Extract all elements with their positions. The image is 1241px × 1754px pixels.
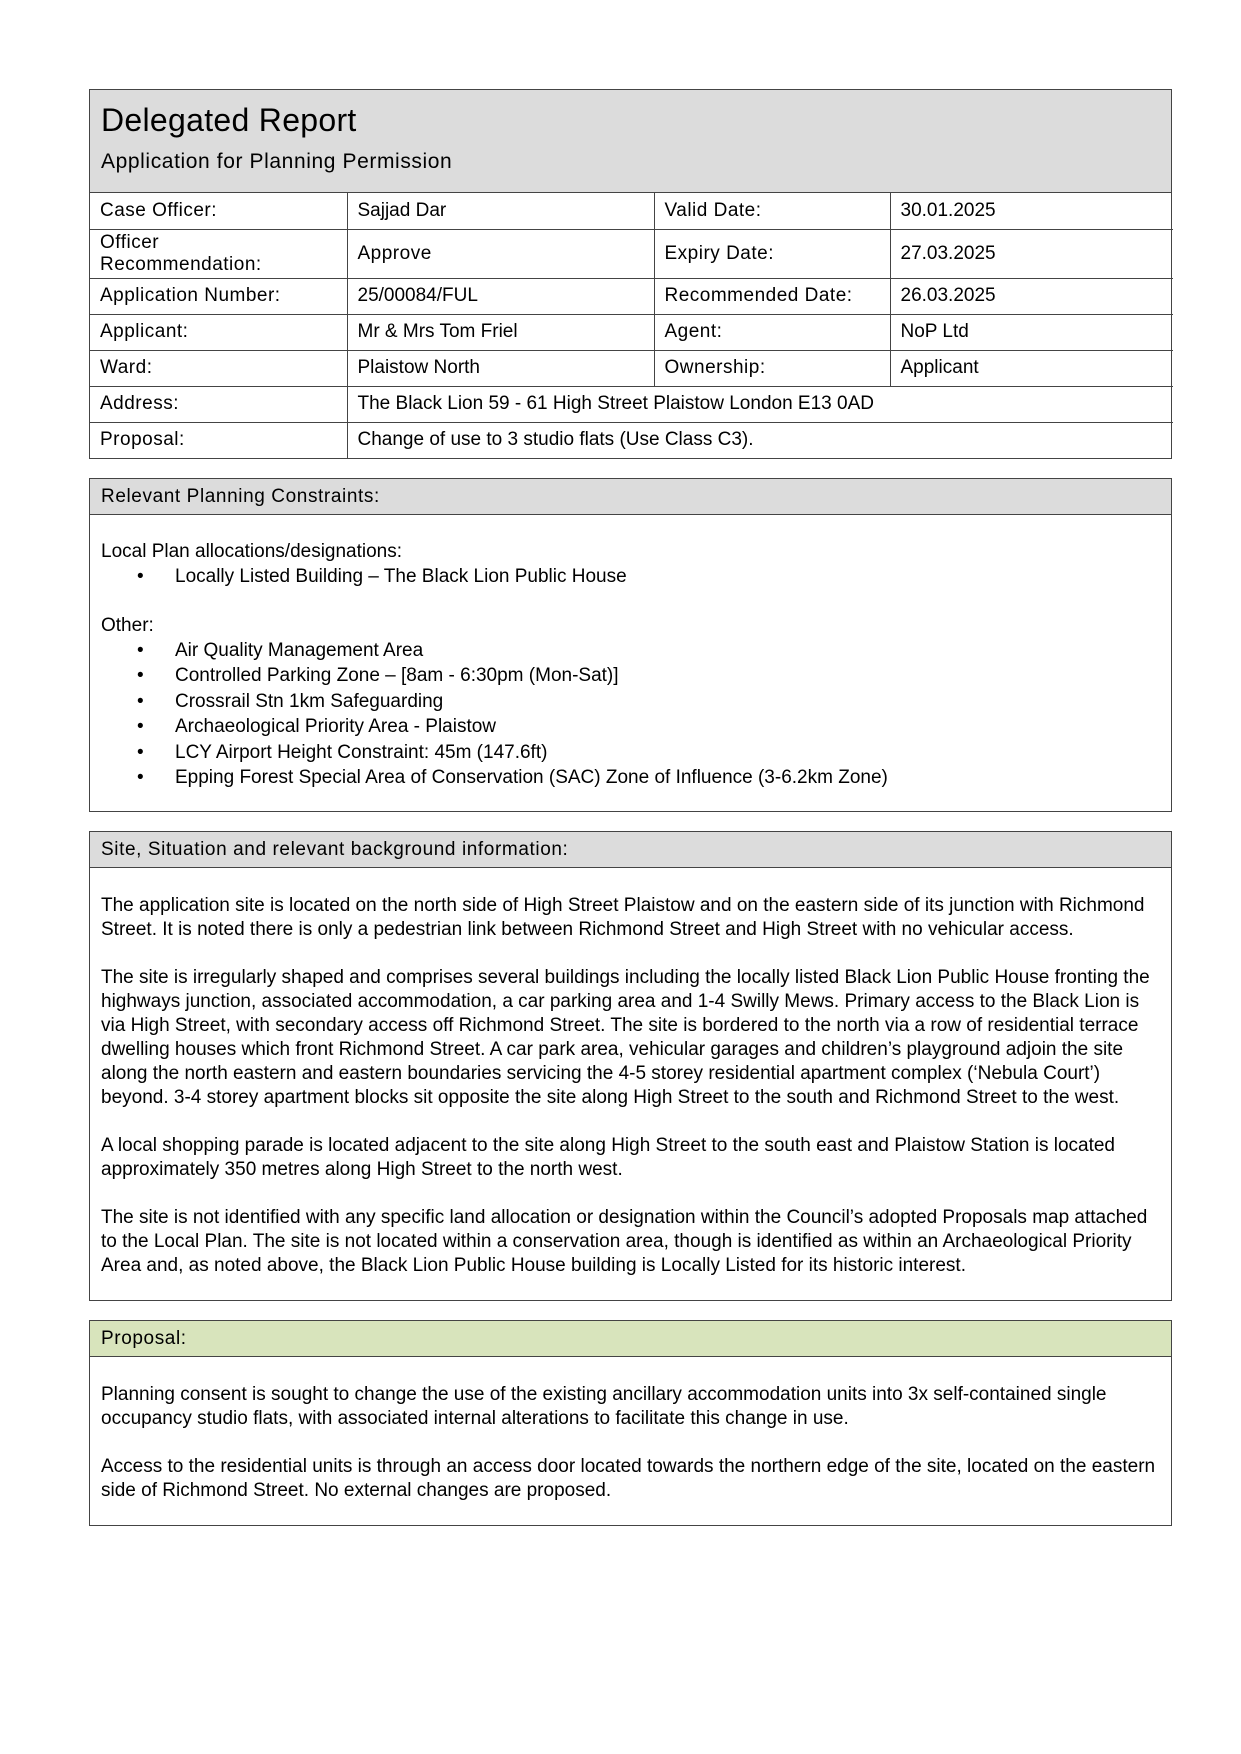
officer-recommendation-value: Approve bbox=[347, 229, 654, 278]
local-plan-label: Local Plan allocations/designations: bbox=[101, 541, 403, 562]
report-title: Delegated Report bbox=[101, 102, 357, 138]
table-row bbox=[90, 314, 1173, 350]
ward-label: Ward: bbox=[90, 350, 347, 386]
applicant-value: Mr & Mrs Tom Friel bbox=[347, 314, 654, 350]
valid-date-value: 30.01.2025 bbox=[890, 193, 1173, 229]
recommended-date-value: 26.03.2025 bbox=[890, 278, 1173, 314]
expiry-date-value: 27.03.2025 bbox=[890, 229, 1173, 278]
ward-value: Plaistow North bbox=[347, 350, 654, 386]
recommended-date-label: Recommended Date: bbox=[654, 278, 890, 314]
proposal-label: Proposal: bbox=[90, 422, 347, 458]
bullet-icon: • bbox=[137, 741, 144, 763]
bullet-icon: • bbox=[137, 767, 144, 788]
list-item: • Epping Forest Special Area of Conservation (SAC) Zone of Influence (3-6.2km Zone) bbox=[101, 765, 1160, 791]
agent-value: NoP Ltd bbox=[890, 314, 1173, 350]
proposal-body bbox=[90, 1357, 1171, 1525]
case-officer-label: Case Officer: bbox=[90, 193, 347, 229]
bullet-icon: • bbox=[137, 716, 144, 737]
ownership-value: Applicant bbox=[890, 350, 1173, 386]
expiry-date-label: Expiry Date: bbox=[654, 229, 890, 278]
applicant-label: Applicant: bbox=[90, 314, 347, 350]
proposal-paragraph: Planning consent is sought to change the use of the existing ancillary accommodation units into 3x self-contained single occupancy studio flats, with associated internal alterations to facilitate this change in use. bbox=[101, 1383, 1107, 1429]
list-item: • Locally Listed Building – The Black Lion Public House bbox=[101, 564, 1160, 590]
other-list bbox=[101, 638, 1160, 791]
list-item: • LCY Airport Height Constraint: 45m (147.6ft) bbox=[101, 740, 1160, 766]
officer-rec-label-line1: Officer bbox=[100, 231, 160, 253]
table-row bbox=[90, 229, 1173, 278]
report-header-box bbox=[89, 89, 1172, 459]
constraints-heading: Relevant Planning Constraints: bbox=[90, 479, 1171, 515]
constraints-section bbox=[89, 478, 1172, 812]
table-row bbox=[90, 278, 1173, 314]
list-item: • Controlled Parking Zone – [8am - 6:30pm (Mon-Sat)] bbox=[101, 663, 1160, 689]
site-heading: Site, Situation and relevant background information: bbox=[90, 832, 1171, 868]
site-section bbox=[89, 831, 1172, 1301]
address-value: The Black Lion 59 - 61 High Street Plaistow London E13 0AD bbox=[347, 386, 1173, 422]
local-plan-list bbox=[101, 564, 1160, 590]
bullet-icon: • bbox=[137, 639, 144, 661]
case-officer-value: Sajjad Dar bbox=[347, 193, 654, 229]
list-item: • Crossrail Stn 1km Safeguarding bbox=[101, 689, 1160, 715]
bullet-icon: • bbox=[137, 665, 144, 686]
table-row bbox=[90, 193, 1173, 229]
constraints-body bbox=[90, 515, 1171, 811]
site-body bbox=[90, 868, 1171, 1300]
site-paragraph: The site is not identified with any specific land allocation or designation within the Council’s adopted Proposals map attached to the Local Plan. The site is not located within a conservation area, though is identified as within an Archaeological Priority Area and, as noted above, the Black Lion Public House building is Locally Listed for its historic interest. bbox=[101, 1206, 1148, 1276]
bullet-icon: • bbox=[137, 566, 144, 587]
ownership-label: Ownership: bbox=[654, 350, 890, 386]
officer-rec-label-line2: Recommendation: bbox=[100, 253, 262, 275]
table-row bbox=[90, 386, 1173, 422]
site-paragraph: A local shopping parade is located adjacent to the site along High Street to the south east and Plaistow Station is located approximately 350 metres along High Street to the north west. bbox=[101, 1134, 1115, 1180]
proposal-paragraph: Access to the residential units is through an access door located towards the northern edge of the site, located on the eastern side of Richmond Street. No external changes are proposed. bbox=[101, 1455, 1156, 1501]
valid-date-label: Valid Date: bbox=[654, 193, 890, 229]
officer-recommendation-label bbox=[90, 229, 347, 278]
table-row bbox=[90, 350, 1173, 386]
table-row bbox=[90, 422, 1173, 458]
bullet-icon: • bbox=[137, 690, 144, 712]
agent-label: Agent: bbox=[654, 314, 890, 350]
report-subtitle: Application for Planning Permission bbox=[101, 150, 453, 173]
proposal-heading: Proposal: bbox=[90, 1321, 1171, 1357]
list-item: • Archaeological Priority Area - Plaistow bbox=[101, 714, 1160, 740]
details-table bbox=[90, 193, 1173, 458]
address-label: Address: bbox=[90, 386, 347, 422]
report-header bbox=[90, 90, 1171, 193]
application-number-value: 25/00084/FUL bbox=[347, 278, 654, 314]
other-label: Other: bbox=[101, 614, 154, 636]
proposal-section bbox=[89, 1320, 1172, 1526]
report-page bbox=[89, 89, 1172, 1526]
site-paragraph: The site is irregularly shaped and comprises several buildings including the locally listed Black Lion Public House fronting the highways junction, associated accommodation, a car parking area and 1-4 Swilly Mews. Primary access to the Black Lion is via High Street, with secondary access off Richmond Street. The site is bordered to the north via a row of residential terrace dwelling houses which front Richmond Street. A car park area, vehicular garages and children’s playground adjoin the site along the north eastern and eastern boundaries servicing the 4-5 storey residential apartment complex (‘Nebula Court’) beyond. 3-4 storey apartment blocks sit opposite the site along High Street to the south and Richmond Street to the west. bbox=[101, 966, 1150, 1108]
application-number-label: Application Number: bbox=[90, 278, 347, 314]
proposal-value: Change of use to 3 studio flats (Use Class C3). bbox=[347, 422, 1173, 458]
site-paragraph: The application site is located on the north side of High Street Plaistow and on the eastern side of its junction with Richmond Street. It is noted there is only a pedestrian link between Richmond Street and High Street with no vehicular access. bbox=[101, 894, 1145, 940]
list-item: • Air Quality Management Area bbox=[101, 638, 1160, 664]
